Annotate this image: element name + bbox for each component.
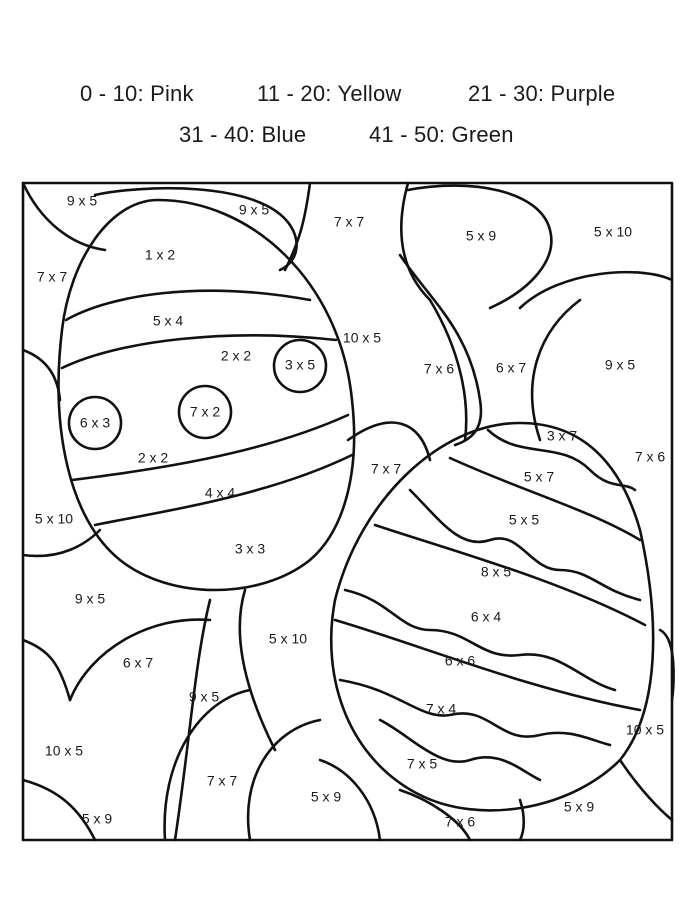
problem-label: 7 x 4 — [425, 700, 457, 717]
problem-label: 5 x 10 — [34, 510, 74, 527]
bg-shape-top-4 — [408, 186, 551, 308]
problem-label: 6 x 3 — [79, 414, 111, 431]
bg-shape-left-1 — [23, 350, 60, 400]
problem-label: 10 x 5 — [342, 329, 382, 346]
problem-label: 7 x 7 — [333, 213, 365, 230]
problem-label: 3 x 7 — [546, 427, 578, 444]
problem-label: 7 x 6 — [444, 813, 476, 830]
problem-label: 9 x 5 — [604, 356, 636, 373]
problem-label: 7 x 7 — [206, 772, 238, 789]
bg-shape-mid-3 — [348, 423, 430, 460]
bg-shape-mid-1 — [400, 255, 481, 445]
bg-shape-left-3 — [23, 640, 70, 700]
egg-right-band-8 — [380, 720, 540, 780]
egg-left-band-3 — [72, 415, 348, 480]
problem-label: 7 x 7 — [370, 460, 402, 477]
egg-right-band-7 — [340, 680, 610, 745]
egg-right-band-5 — [345, 590, 615, 690]
egg-left-outline — [59, 200, 354, 590]
bg-shape-top-1 — [95, 188, 297, 270]
problem-label: 5 x 10 — [593, 223, 633, 240]
problem-label: 9 x 5 — [238, 201, 270, 218]
problem-label: 9 x 5 — [188, 688, 220, 705]
bg-shape-right-2 — [532, 300, 580, 440]
problem-label: 6 x 6 — [444, 652, 476, 669]
problem-label: 7 x 6 — [423, 360, 455, 377]
bg-shape-right-4 — [620, 760, 672, 820]
bg-shape-top-3 — [401, 183, 430, 300]
problem-label: 2 x 2 — [137, 449, 169, 466]
problem-label: 5 x 5 — [508, 511, 540, 528]
bg-shape-bottom-2 — [520, 800, 524, 840]
problem-label: 6 x 4 — [470, 608, 502, 625]
bg-shape-lower-3 — [240, 590, 275, 750]
problem-label: 5 x 7 — [523, 468, 555, 485]
problem-label: 4 x 4 — [204, 484, 236, 501]
problem-label: 5 x 4 — [152, 312, 184, 329]
problem-label: 5 x 9 — [465, 227, 497, 244]
problem-label: 10 x 5 — [625, 721, 665, 738]
problem-label: 3 x 3 — [234, 540, 266, 557]
egg-right-band-6 — [335, 620, 640, 710]
legend-purple: 21 - 30: Purple — [468, 81, 616, 106]
legend-blue: 31 - 40: Blue — [179, 122, 307, 147]
problem-label: 6 x 7 — [495, 359, 527, 376]
problem-label: 7 x 6 — [634, 448, 666, 465]
picture-frame — [23, 183, 672, 840]
bg-shape-lower-2 — [175, 600, 210, 840]
legend-yellow: 11 - 20: Yellow — [257, 81, 402, 106]
problem-label: 7 x 7 — [36, 268, 68, 285]
egg-right-band-3 — [410, 490, 640, 600]
problem-label: 1 x 2 — [144, 246, 176, 263]
problem-label: 5 x 9 — [563, 798, 595, 815]
problem-label: 9 x 5 — [66, 192, 98, 209]
problem-label: 8 x 5 — [480, 563, 512, 580]
region-outlines — [23, 183, 674, 840]
problem-label: 5 x 9 — [81, 810, 113, 827]
problem-label: 10 x 5 — [44, 742, 84, 759]
problem-label: 5 x 10 — [268, 630, 308, 647]
problem-label: 7 x 2 — [189, 403, 221, 420]
bg-shape-lower-5 — [248, 720, 320, 840]
problem-label: 5 x 9 — [310, 788, 342, 805]
problem-label: 6 x 7 — [122, 654, 154, 671]
legend-green: 41 - 50: Green — [369, 122, 514, 147]
egg-left-band-1 — [66, 291, 310, 320]
problem-label: 2 x 2 — [220, 347, 252, 364]
problem-label: 7 x 5 — [406, 755, 438, 772]
bg-shape-left-2 — [23, 530, 100, 556]
problem-label: 3 x 5 — [284, 356, 316, 373]
legend-pink: 0 - 10: Pink — [80, 81, 194, 106]
bg-shape-right-1 — [520, 272, 672, 308]
problem-label: 9 x 5 — [74, 590, 106, 607]
